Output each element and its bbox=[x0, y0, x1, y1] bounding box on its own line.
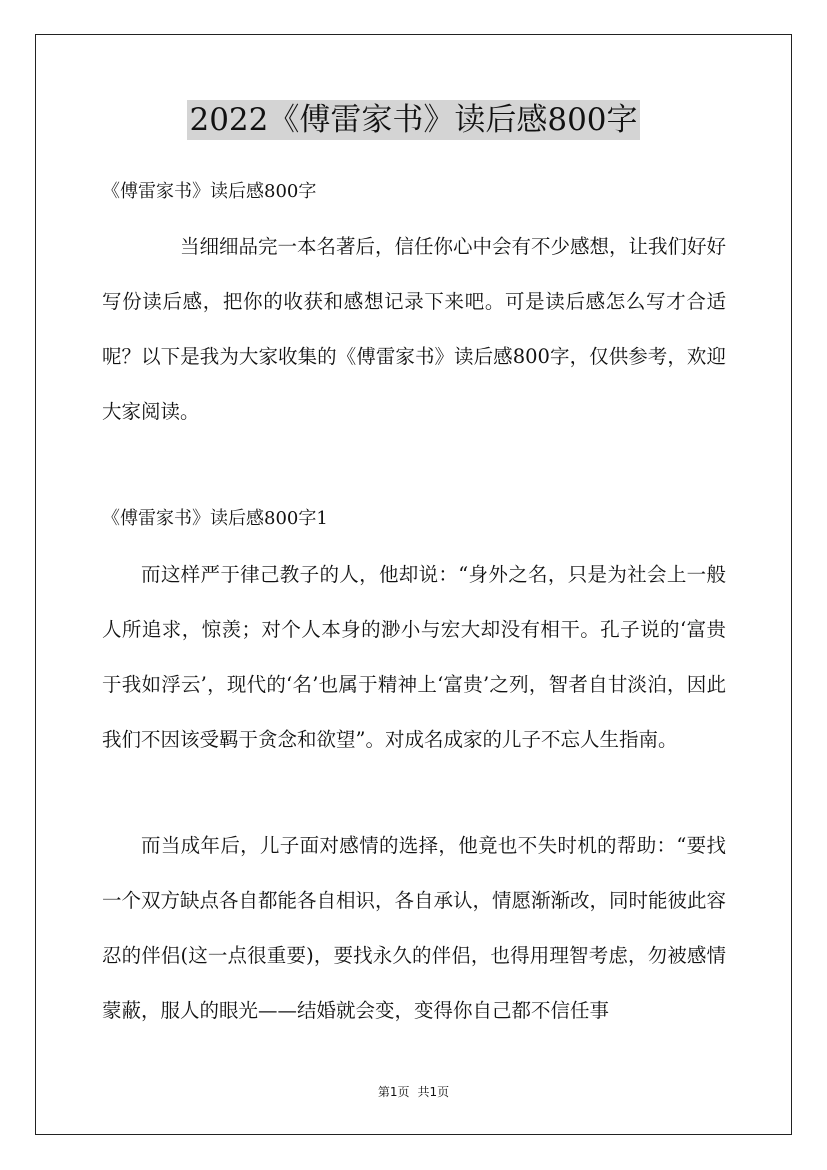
page-total: 共1页 bbox=[417, 1085, 450, 1099]
body-paragraph-2: 而当成年后，儿子面对感情的选择，他竟也不失时机的帮助：“要找一个双方缺点各自都能各自相识，各自承认，情愿渐渐改，同时能彼此容忍的伴侣(这一点很重要)，要找永久的伴侣，也得用理智考虑，勿被感情蒙蔽，服人的眼光——结婚就会变，变得你自己都不信任事 bbox=[102, 834, 727, 1022]
body-paragraph-1: 而这样严于律己教子的人，他却说：“身外之名，只是为社会上一般人所追求，惊羡；对个人本身的渺小与宏大却没有相干。孔子说的‘富贵于我如浮云’，现代的‘名’也属于精神上‘富贵’之列，智者自甘淡泊，因此我们不因该受羁于贪念和欲望”。对成名成家的儿子不忘人生指南。 bbox=[102, 563, 726, 751]
page-number: 第1页 bbox=[377, 1085, 410, 1099]
page-footer bbox=[0, 1084, 827, 1100]
document-subheading: 《傅雷家书》读后感800字 bbox=[102, 181, 317, 202]
title-container bbox=[0, 100, 827, 140]
intro-paragraph: 当细细品完一本名著后，信任你心中会有不少感想，让我们好好写份读后感，把你的收获和感想记录下来吧。可是读后感怎么写才合适呢？以下是我为大家收集的《傅雷家书》读后感800字，仅供参考，欢迎大家阅读。 bbox=[102, 235, 727, 423]
section-heading: 《傅雷家书》读后感800字1 bbox=[102, 508, 328, 529]
document-title: 2022《傅雷家书》读后感800字 bbox=[189, 102, 638, 138]
